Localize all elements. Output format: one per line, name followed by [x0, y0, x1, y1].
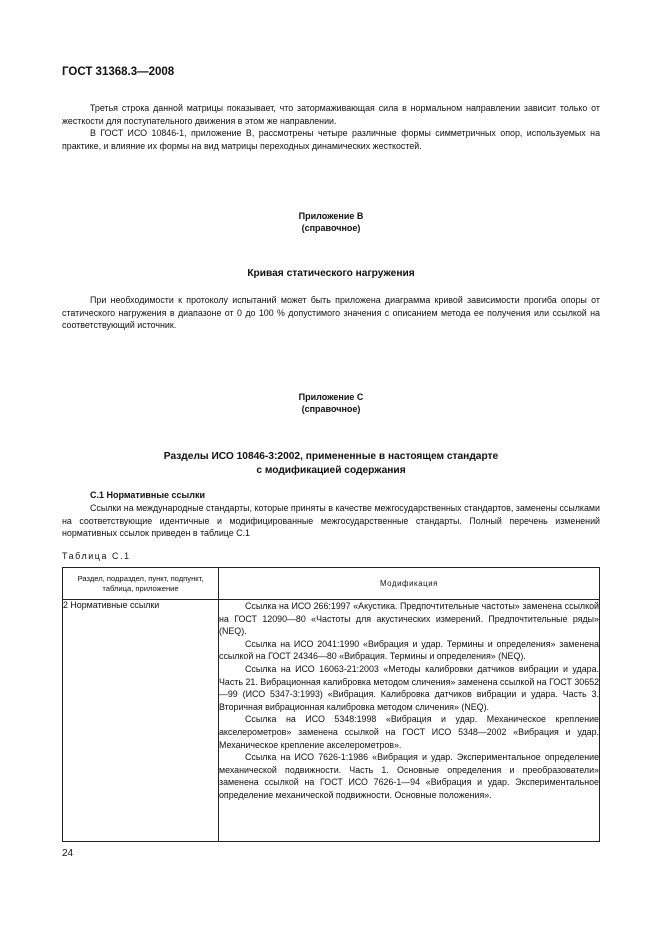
appendix-b-paragraph: При необходимости к протоколу испытаний может быть приложена диаграмма кривой зависимости прогиба опоры от статического нагружения в диапазоне от 0 до 100 % допустимого значения с описанием метода ее получения или ссылкой на соответствующий источник. [62, 295, 600, 331]
appendix-b-title: Кривая статического нагружения [247, 268, 415, 279]
table-header-row [63, 568, 600, 600]
appendix-c-type: (справочное) [301, 404, 361, 414]
section-c1-paragraph: Ссылки на международные стандарты, которые приняты в качестве межгосударственных стандартов, заменены ссылками на соответствующие идентичные и модифицированные межгосударственные стандарты. Полный перечень изменений нормативных ссылок приведен в таблице С.1 [62, 503, 600, 539]
document-code-header: ГОСТ 31368.3—2008 [62, 66, 175, 78]
row-label-normative-references: 2 Нормативные ссылки [63, 600, 219, 842]
modification-item: Ссылка на ИСО 7626-1:1986 «Вибрация и удар. Экспериментальное определение механической подвижности. Часть 1. Основные определения и преобразователи» заменена ссылкой на ГОСТ ИСО 7626-1—94 «Вибрация и удар. Экспериментальное определение механической подвижности. Основные положения». [219, 752, 599, 800]
modification-item: Ссылка на ИСО 266:1997 «Акустика. Предпочтительные частоты» заменена ссылкой на ГОСТ 12090—80 «Частоты для акустических измерений. Предпочтительные ряды» (NEQ). [219, 601, 599, 637]
page-number: 24 [62, 848, 74, 859]
column-header-modification: Модификация [219, 568, 600, 600]
appendix-b-type: (справочное) [301, 223, 361, 233]
intro-paragraph-2: В ГОСТ ИСО 10846-1, приложение В, рассмотрены четыре различные формы симметричных опор, используемых на практике, и влияние их формы на вид матрицы переходных динамических жесткостей. [62, 128, 600, 151]
modification-item: Ссылка на ИСО 16063-21:2003 «Методы калибровки датчиков вибрации и удара. Часть 21. Вибрационная калибровка методом сличения» заменена ссылкой на ГОСТ 30652—99 (ИСО 5347-3:1993) «Вибрация. Калибровка датчиков вибрации и удара. Часть 3. Вторичная вибрационная калибровка методом сличения» (NEQ). [219, 663, 599, 712]
column-header-section: Раздел, подраздел, пункт, подпункт, таблица, приложение [63, 568, 219, 600]
appendix-c-title-line1: Разделы ИСО 10846-3:2002, примененные в настоящем стандарте [163, 451, 499, 462]
appendix-c-title-line2: с модификацией содержания [256, 465, 406, 476]
modification-item: Ссылка на ИСО 5348:1998 «Вибрация и удар. Механическое крепление акселерометров» заменена ссылкой на ГОСТ ИСО 5348—2002 «Вибрация и удар. Механическое крепление акселерометров». [219, 714, 599, 750]
table-c1 [62, 567, 600, 842]
appendix-c-label: Приложение С [298, 392, 364, 402]
table-row [63, 600, 600, 842]
section-c1-heading: С.1 Нормативные ссылки [90, 490, 205, 500]
table-caption: Таблица С.1 [62, 551, 131, 561]
modification-cell [219, 600, 600, 842]
modification-item: Ссылка на ИСО 2041:1990 «Вибрация и удар. Термины и определения» заменена ссылкой на ГОСТ 24346—80 «Вибрация. Термины и определения» (NEQ). [219, 638, 599, 662]
intro-paragraph-1: Третья строка данной матрицы показывает, что затормаживающая сила в нормальном направлении зависит только от жесткости для поступательного движения в этом же направлении. [62, 103, 600, 126]
appendix-b-label: Приложение В [298, 211, 364, 221]
